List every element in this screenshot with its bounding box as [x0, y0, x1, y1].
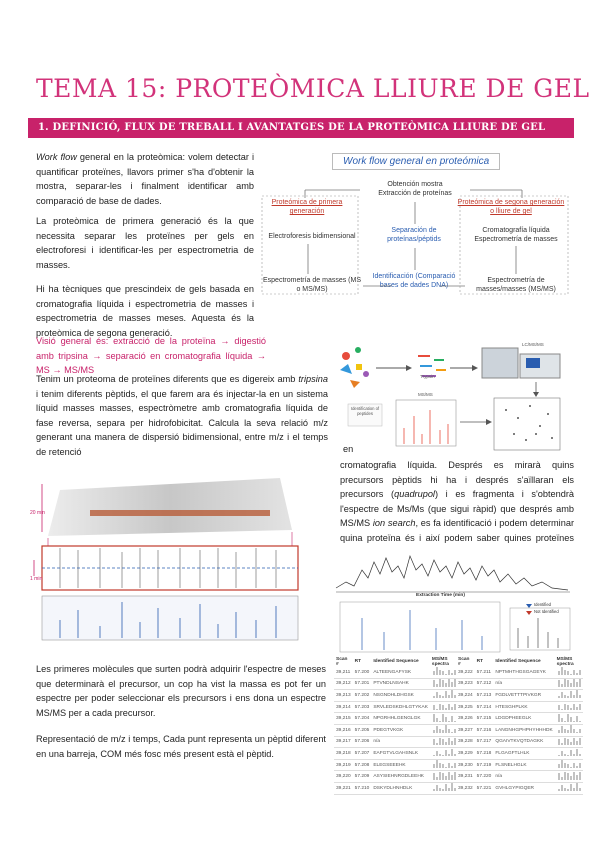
spectrum-thumbnail-icon: [432, 760, 456, 768]
cell-rt: 57.203: [353, 701, 372, 713]
table-row: [456, 667, 583, 678]
cell-sequence: n/a: [493, 678, 554, 690]
cell-spectrum: [430, 701, 458, 713]
table-row: [456, 701, 583, 713]
spectrum-thumbnail-icon: [557, 772, 581, 780]
cell-sequence: NPTMHTHGSGAGEYK: [493, 667, 554, 678]
spectrum-thumbnail-icon: [432, 748, 456, 756]
flowchart-right-mid: Cromatografía líquida Espectrometría de masses: [474, 227, 558, 243]
identification-table: [334, 656, 574, 791]
cell-rt: 57.210: [353, 782, 372, 794]
cell-scan: 39,223: [456, 678, 475, 690]
cell-sequence: FLSNELHGLK: [493, 759, 554, 771]
cell-spectrum: [430, 724, 458, 736]
spectrum-thumbnail-icon: [432, 783, 456, 791]
paragraph-chromatography: [340, 458, 574, 560]
flowchart-center-mid: Separación de proteínas/péptids: [387, 227, 441, 243]
table-left: [334, 656, 458, 795]
cell-spectrum: [555, 713, 583, 725]
table-row: [334, 701, 458, 713]
cell-spectrum: [555, 736, 583, 748]
table-row: [334, 759, 458, 771]
pipeline-figure: [326, 334, 574, 454]
cell-sequence: QGAIVTKVQTDAGKK: [493, 736, 554, 748]
spectrum-thumbnail-icon: [557, 783, 581, 791]
cell-scan: 39,232: [456, 782, 475, 794]
label-1-min: 1 min: [30, 576, 43, 582]
label-20-min: 20 min: [30, 510, 46, 516]
spectrum-thumbnail-icon: [432, 702, 456, 710]
cell-scan: 39,228: [456, 736, 475, 748]
chrom-text-b: ) i es fragmenta i s'obtendrà l'espectre de Ms/Ms (que sigui ràpid) que després amb MS/MS: [340, 489, 575, 529]
cell-spectrum: [430, 759, 458, 771]
cell-spectrum: [555, 759, 583, 771]
table-row: [334, 667, 458, 678]
identification-label: Identification of peptides: [350, 406, 380, 416]
table-row: [334, 713, 458, 725]
cell-spectrum: [555, 724, 583, 736]
ion-search-italic: ion search: [372, 518, 416, 529]
table-row: [456, 736, 583, 748]
cell-scan: 39,230: [456, 759, 475, 771]
chromatogram-figure: [332, 548, 574, 656]
col-spectra: MS/MS spectra: [431, 656, 449, 667]
spectrum-thumbnail-icon: [557, 679, 581, 687]
cell-rt: 57.217: [475, 736, 494, 748]
page-title: TEMA 15: PROTEÒMICA LLIURE DE GEL: [36, 74, 590, 103]
col-scan: Scan #: [336, 656, 348, 667]
cell-rt: 57.200: [353, 667, 372, 678]
flowchart-center-bot: Identificación (Comparació bases de dades DNA): [372, 273, 456, 289]
cell-scan: 39,217: [334, 736, 353, 748]
cell-sequence: n/a: [371, 736, 430, 748]
vision-general: Visió general és: extracció de la proteïna → digestió amb tripsina → separació en cromatografia líquida → MS → MS/MS: [36, 336, 266, 376]
proteome-text-a: Tenim un proteoma de proteïnes diferents que es digereix amb: [36, 374, 299, 384]
paragraph-workflow: [36, 150, 254, 208]
cell-sequence: ASYSIEHNRGDLEEHK: [371, 771, 430, 783]
table-row: [456, 771, 583, 783]
cell-scan: 39,220: [334, 771, 353, 783]
table-row: [456, 782, 583, 794]
flowchart-top: Obtención mostra Extracción de proteínas: [378, 181, 452, 197]
cell-rt: 57.204: [353, 713, 372, 725]
cell-sequence: PDEGTVKGK: [371, 724, 430, 736]
paragraph-second-generation: Hi ha tècniques que prescindeix de gels basada en cromatografia líquida i espectrometria de masses i espectrometria de masses meses. Aquesta és la proteòmica de segona generació.: [36, 284, 254, 338]
cell-rt: 57.202: [353, 690, 372, 702]
col-sequence: Identified Sequence: [495, 659, 541, 664]
trypsin-italic: tripsina: [298, 374, 328, 384]
table-row: [334, 724, 458, 736]
cell-spectrum: [555, 701, 583, 713]
cell-scan: 39,224: [456, 690, 475, 702]
cell-sequence: FLGAGFTLHLK: [493, 748, 554, 760]
cell-spectrum: [430, 736, 458, 748]
cell-sequence: NSGNDHLDHGSK: [371, 690, 430, 702]
cell-spectrum: [555, 667, 583, 678]
table-row: [456, 724, 583, 736]
spectrum-thumbnail-icon: [432, 772, 456, 780]
cell-rt: 57.201: [353, 678, 372, 690]
lcms-label: LC/MS/MS: [522, 342, 544, 347]
cell-spectrum: [555, 771, 583, 783]
cell-spectrum: [555, 690, 583, 702]
cell-scan: 39,214: [334, 701, 353, 713]
chromatogram-xlabel: Extraction Time (min): [416, 593, 465, 598]
cell-scan: 39,216: [334, 724, 353, 736]
table-row: [334, 690, 458, 702]
flowchart-arrows: [260, 150, 570, 305]
cell-rt: 57.219: [475, 759, 494, 771]
cell-sequence: PTVNDLNSAHK: [371, 678, 430, 690]
cell-sequence: LDGDPHEEGLK: [493, 713, 554, 725]
cell-scan: 39,213: [334, 690, 353, 702]
cell-rt: 57.205: [353, 724, 372, 736]
spectrum-thumbnail-icon: [557, 737, 581, 745]
cell-sequence: n/a: [493, 771, 554, 783]
lcms-heatmap-figure: [30, 470, 324, 650]
cell-rt: 57.216: [475, 724, 494, 736]
cell-spectrum: [430, 690, 458, 702]
paragraph-precursors: Les primeres molècules que surten podrà adquirir l'espectre de meses que determinarà el precursor, un cop ha vist la massa es pot fer un espectre per poder seleccionar els precursors i ens dona un espectre MS/MS per a cada precursor.: [36, 664, 326, 718]
col-rt: RT: [476, 659, 484, 664]
table-row: [456, 678, 583, 690]
pipeline-graphic: [326, 334, 574, 454]
cell-spectrum: [430, 667, 458, 678]
paragraph-representation: Representació de m/z i temps, Cada punt representa un pèptid diferent en una barreja, COM més fosc més present està el pèptid.: [36, 734, 326, 759]
cell-sequence: HTESGHPLKK: [493, 701, 554, 713]
flowchart-left-bot: Espectrometría de masses (MS o MS/MS): [262, 277, 362, 293]
col-sequence: Identified Sequence: [373, 659, 419, 664]
peptide-fragments-icon: [418, 356, 446, 376]
cell-spectrum: [430, 771, 458, 783]
spectrum-thumbnail-icon: [557, 725, 581, 733]
cell-rt: 57.221: [475, 782, 494, 794]
legend-not-identified: Not Identified: [534, 609, 559, 614]
cell-scan: 39,212: [334, 678, 353, 690]
cell-sequence: ALTEENGAFYSK: [371, 667, 430, 678]
spectrum-thumbnail-icon: [432, 679, 456, 687]
spectrum-thumbnail-icon: [557, 748, 581, 756]
cell-spectrum: [555, 678, 583, 690]
cell-scan: 39,211: [334, 667, 353, 678]
table-row: [334, 736, 458, 748]
cell-scan: 39,225: [456, 701, 475, 713]
table-row: [334, 748, 458, 760]
flowchart-left-mid: Electroforesis bidimensional: [268, 233, 356, 240]
cell-rt: 57.211: [475, 667, 494, 678]
table-row: [334, 771, 458, 783]
cell-rt: 57.212: [475, 678, 494, 690]
cell-spectrum: [430, 748, 458, 760]
legend-identified: Identified: [534, 602, 551, 607]
section-heading: 1. DEFINICIÓ, FLUX DE TREBALL I AVANTATGES DE LA PROTEÒMICA LLIURE DE GEL: [28, 118, 574, 138]
cell-spectrum: [430, 782, 458, 794]
cell-rt: 57.218: [475, 748, 494, 760]
proteome-text-b: i tenim diferents pèptids, el que farem ara és injectar-la en un sistema líquid masses masses, espectròmetre amb cromatografia líquida de fase reversa, separa per hidrofobicitat. Calcula la seva relació m/z generant una manera de dispersió bidimensional, entre m/z i el temps de retenció: [36, 388, 328, 457]
flowchart-left-red: Proteómica de primera generación: [271, 199, 343, 215]
cell-rt: 57.220: [475, 771, 494, 783]
spectrum-thumbnail-icon: [557, 690, 581, 698]
table-row: [456, 759, 583, 771]
table-row: [334, 678, 458, 690]
cell-spectrum: [555, 782, 583, 794]
spectrum-thumbnail-icon: [557, 702, 581, 710]
cell-rt: 57.215: [475, 713, 494, 725]
cell-scan: 39,229: [456, 748, 475, 760]
cell-sequence: FGDLVETTTPIVKGR: [493, 690, 554, 702]
cell-scan: 39,226: [456, 713, 475, 725]
chrom-text-c: , es fa identificació i podem determinar quina proteïna és i així podem saber quines proteïnes: [340, 518, 575, 543]
cell-sequence: SRVLEDSKDHLGTYKAK: [371, 701, 430, 713]
col-spectra: MS/MS spectra: [556, 656, 574, 667]
table-row: [456, 690, 583, 702]
table-row: [334, 782, 458, 794]
cell-scan: 39,218: [334, 748, 353, 760]
paragraph-proteome: [36, 372, 328, 460]
table-row: [456, 748, 583, 760]
col-scan: Scan #: [458, 656, 470, 667]
cell-sequence: DSKYDLHNHDLK: [371, 782, 430, 794]
spectrum-thumbnail-icon: [432, 725, 456, 733]
cell-scan: 39,221: [334, 782, 353, 794]
cell-sequence: EAFGTVLGAHSNLK: [371, 748, 430, 760]
cell-scan: 39,227: [456, 724, 475, 736]
table-right: [456, 656, 583, 795]
quadrupol-italic: quadrupol: [394, 489, 435, 500]
cell-scan: 39,215: [334, 713, 353, 725]
flowchart-title: Work flow general en proteómica: [332, 153, 500, 170]
cell-spectrum: [430, 713, 458, 725]
cell-rt: 57.214: [475, 701, 494, 713]
flowchart-right-bot: Espectrometría de masses/masses (MS/MS): [476, 277, 556, 293]
cell-sequence: GVHLGYPIGQER: [493, 782, 554, 794]
cell-scan: 39,219: [334, 759, 353, 771]
workflow-italic: Work flow: [36, 152, 77, 162]
cell-scan: 39,222: [456, 667, 475, 678]
table-row: [456, 713, 583, 725]
spectrum-thumbnail-icon: [432, 667, 456, 675]
cell-sequence: NPGRHHLGENGLGK: [371, 713, 430, 725]
cell-spectrum: [555, 748, 583, 760]
spectrum-thumbnail-icon: [557, 667, 581, 675]
workflow-text: general en la proteòmica: volem detectar i quantificar proteïnes, llavors primer s'ha d'obtenir la mostra, separar-les i finalment identificar amb comparació de base de dades.: [36, 152, 255, 206]
msms-label: MS/MS: [418, 392, 433, 397]
heatmap-graphic: [30, 470, 324, 650]
workflow-flowchart: [260, 150, 570, 305]
paragraph-en: en: [343, 444, 354, 454]
spectrum-thumbnail-icon: [557, 760, 581, 768]
trypsin-label: Trypsin: [420, 374, 435, 379]
spectrum-thumbnail-icon: [557, 714, 581, 722]
cell-rt: 57.208: [353, 759, 372, 771]
spectrum-thumbnail-icon: [432, 714, 456, 722]
protein-shapes-icon: [340, 347, 369, 388]
chrom-text-a: cromatografia líquida. Després es mirarà quins precursors pèptids hi ha i després s'aïllaran els precursors (: [340, 460, 574, 500]
instrument-icon: [482, 348, 560, 378]
spectrum-thumbnail-icon: [432, 690, 456, 698]
cell-rt: 57.213: [475, 690, 494, 702]
cell-scan: 39,231: [456, 771, 475, 783]
cell-rt: 57.209: [353, 771, 372, 783]
flowchart-right-red: Proteómica de segona generación o lliure de gel: [457, 199, 565, 215]
cell-rt: 57.207: [353, 748, 372, 760]
spectrum-thumbnail-icon: [432, 737, 456, 745]
cell-sequence: LANGNHGPHPHYHHHDK: [493, 724, 554, 736]
paragraph-first-generation: La proteòmica de primera generació és la que necessita separar les proteïnes per gels en electroforesi i identificar-les per espectrometria de masses.: [36, 216, 254, 270]
cell-sequence: ELEGSEEEHK: [371, 759, 430, 771]
cell-rt: 57.206: [353, 736, 372, 748]
cell-spectrum: [430, 678, 458, 690]
col-rt: RT: [354, 659, 362, 664]
